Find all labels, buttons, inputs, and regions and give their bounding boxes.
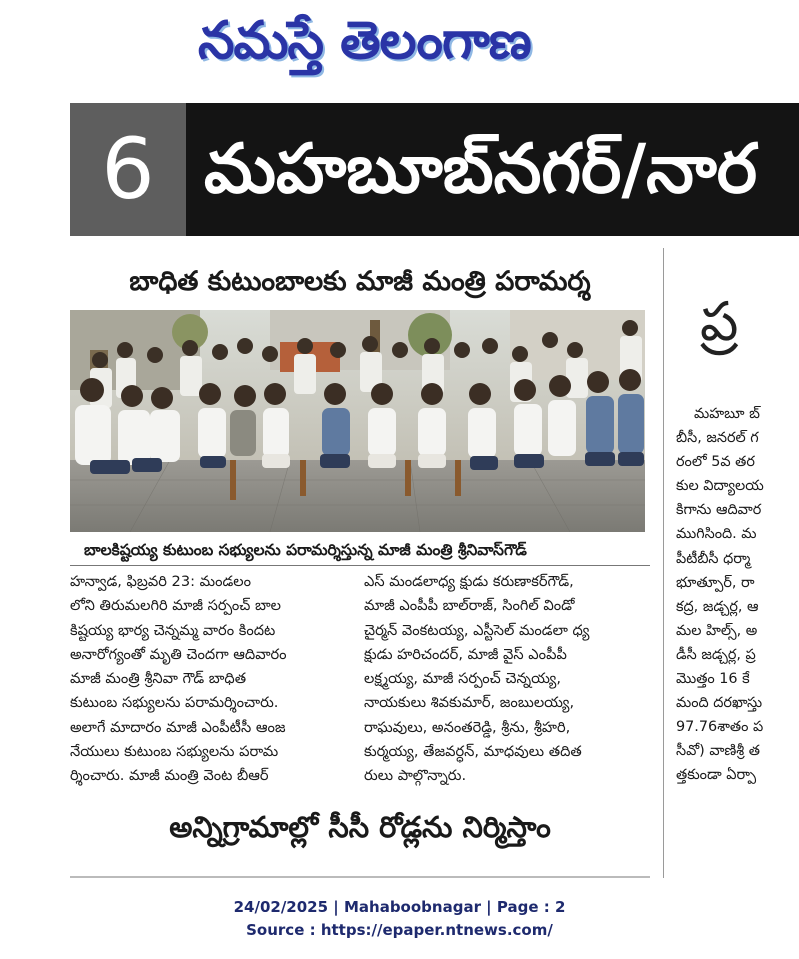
body-line: క్షుడు హరిచందర్, మాజీ వైస్ ఎంపీపీ bbox=[364, 645, 567, 663]
body-line: కుటుంబ సభ్యులను పరామర్శించారు. bbox=[70, 694, 279, 712]
body-line: హన్వాడ, ఫిబ్రవరి 23: మండలం bbox=[70, 573, 252, 590]
news-photo bbox=[70, 310, 645, 532]
body-line: లక్ష్మయ్య, మాజీ సర్పంచ్ చెన్నయ్య, bbox=[364, 670, 562, 688]
caption-divider bbox=[70, 565, 650, 566]
body-line: మల హిల్స్, అ bbox=[676, 622, 758, 639]
body-line: డీసీ జడ్చర్ల, ప్ర bbox=[676, 646, 756, 663]
article-headline: బాధిత కుటుంబాలకు మాజీ మంత్రి పరామర్శ bbox=[129, 266, 591, 297]
body-line: త్తకుండా ఏర్పా bbox=[676, 767, 757, 784]
body-line: పీటీబీసీ ధర్మా bbox=[676, 550, 751, 567]
body-line: రులు పాల్గొన్నారు. bbox=[364, 767, 467, 785]
body-line: కుల విద్యాలయ bbox=[676, 478, 764, 495]
photo-caption: బాలకిష్టయ్య కుటుంబ సభ్యులను పరామర్శిస్తున్న మాజీ మంత్రి శ్రీనివాస్‌గౌడ్ bbox=[84, 541, 527, 559]
body-line: రాఘవులు, అనంతరెడ్డి, శ్రీను, శ్రీహరి, bbox=[364, 718, 571, 736]
bottom-divider bbox=[70, 876, 650, 878]
body-line: ముగిసింది. మ bbox=[676, 526, 757, 543]
page-footer bbox=[0, 896, 799, 946]
body-line: బీసీ, జనరల్ గ bbox=[676, 430, 759, 447]
body-line: 97.76శాతం ప bbox=[676, 719, 764, 736]
body-line: కుర్మయ్య, తేజవర్ధన్, మాధవులు తదిత bbox=[364, 743, 582, 761]
body-line: భూత్పూర్, రా bbox=[676, 574, 755, 591]
article-column-right bbox=[364, 570, 646, 815]
page-number-box bbox=[70, 103, 186, 236]
second-article-headline: అన్నిగ్రామాల్లో సీసీ రోడ్లను నిర్మిస్తాం bbox=[169, 810, 551, 844]
article-column-left bbox=[70, 570, 352, 815]
body-line: నాయకులు శివకుమార్, జంబులయ్య, bbox=[364, 694, 575, 712]
newspaper-logo: నమస్తే తెలంగాణ bbox=[198, 11, 531, 71]
footer-source-link[interactable]: Source : https://epaper.ntnews.com/ bbox=[246, 921, 553, 939]
body-line: ర్శించారు. మాజీ మంత్రి వెంట బీఆర్ bbox=[70, 767, 269, 785]
column-divider bbox=[663, 248, 664, 878]
body-line: రంలో 5వ తర bbox=[676, 454, 755, 471]
body-line: నేయులు కుటుంబ సభ్యులను పరామ bbox=[70, 743, 279, 761]
body-line: ఎస్ మండలాధ్య క్షుడు కరుణాకర్‌గౌడ్, bbox=[364, 573, 574, 590]
section-title: మహబూబ్‌నగర్/నార bbox=[204, 130, 758, 209]
body-line: అలాగే మాదారం మాజీ ఎంపీటీసీ ఆంజ bbox=[70, 718, 286, 736]
body-line: మాజీ మంత్రి శ్రీనివా గౌడ్ బాధిత bbox=[70, 670, 247, 688]
body-line: అనారోగ్యంతో మృతి చెందగా ఆదివారం bbox=[70, 645, 287, 663]
body-line: మహబూ బ్ bbox=[694, 406, 760, 422]
footer-date-edition: 24/02/2025 | Mahaboobnagar | Page : 2 bbox=[233, 898, 566, 916]
body-line: మొత్తం 16 కే bbox=[676, 671, 750, 688]
body-line: లోని తిరుమలగిరి మాజీ సర్పంచ్ బాల bbox=[70, 597, 281, 615]
body-line: కిగాను ఆదివార bbox=[676, 502, 762, 519]
body-line: మాజీ ఎంపీపీ బాల్‌రాజ్, సింగిల్ విండో bbox=[364, 597, 575, 615]
body-line: చైర్మన్ వెంకటయ్య, ఎస్టీసెల్ మండలా ధ్య bbox=[364, 621, 590, 639]
group-meeting-photo bbox=[70, 310, 645, 532]
masthead bbox=[0, 0, 799, 90]
body-line: కద్ర, జడ్చర్ల, ఆ bbox=[676, 598, 759, 615]
right-article-headline: ప్ర bbox=[700, 290, 739, 353]
body-line: కిష్టయ్య భార్య చెన్నమ్మ వారం కిందట bbox=[70, 621, 276, 639]
body-line: సీవో) వాణిశ్రీ త bbox=[676, 743, 760, 760]
right-article-body bbox=[676, 402, 799, 822]
body-line: మంది దరఖాస్తు bbox=[676, 695, 763, 712]
page-number: 6 bbox=[101, 120, 155, 218]
page-section-band bbox=[70, 103, 799, 236]
